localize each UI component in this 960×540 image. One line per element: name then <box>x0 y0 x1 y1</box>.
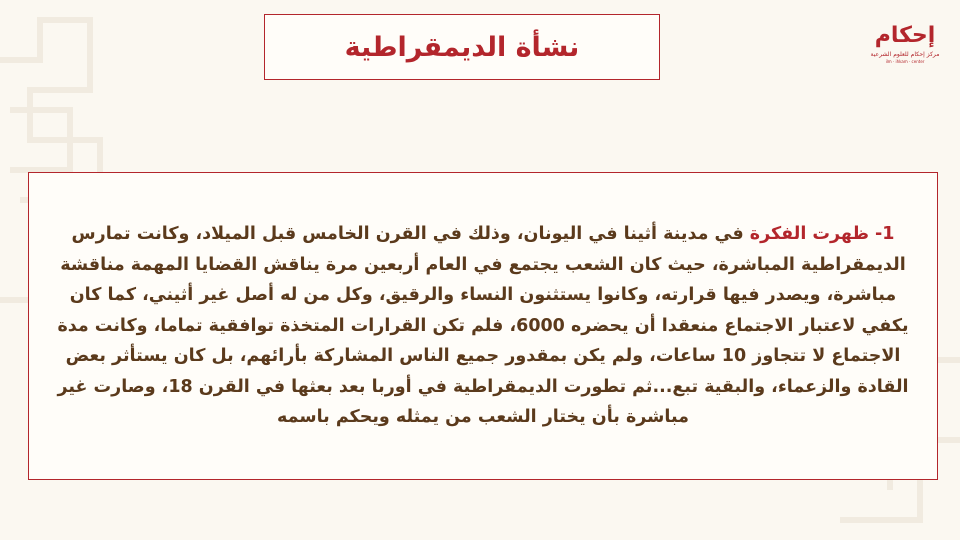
brand-logo <box>870 14 940 92</box>
logo-subtitle: مركز إحكام للعلوم الشرعية <box>870 51 940 58</box>
paragraph-number: 1- <box>875 224 895 245</box>
logo-wordmark: إحكام <box>874 23 936 48</box>
slide-title: نشأة الديمقراطية <box>344 31 580 63</box>
paragraph-lead: ظهرت الفكرة <box>749 224 869 245</box>
logo-tagline: ilm · ihkam · center <box>885 59 925 64</box>
slide-title-box <box>264 14 660 80</box>
paragraph-body: في مدينة أثينا في اليونان، وذلك في القرن الخامس قبل الميلاد، وكانت تمارس الديمقراطية المباشرة، حيث كان الشعب يجتمع في العام أربعين مرة يناقش القضايا المهمة مناقشة مباشرة، ويصدر فيها قرارته، وكانوا يستثنون النساء والرقيق، وكل من له أصل غير أثيني، كما كان يكفي لاعتبار الاجتماع منعقدا أن يحضره 6000، فلم تكن القرارات المتخذة توافقية تماما، وكانت مدة الاجتماع لا تتجاوز 10 ساعات، ولم يكن بمقدور جميع الناس المشاركة بأرائهم، بل كان يستأثر بعض القادة والزعماء، والبقية تبع...ثم تطورت الديمقراطية في أوربا بعد بعثها في القرن 18، وصارت غير مباشرة بأن يختار الشعب من يمثله ويحكم باسمه <box>57 224 909 428</box>
content-box <box>28 172 938 480</box>
content-paragraph <box>47 219 919 433</box>
